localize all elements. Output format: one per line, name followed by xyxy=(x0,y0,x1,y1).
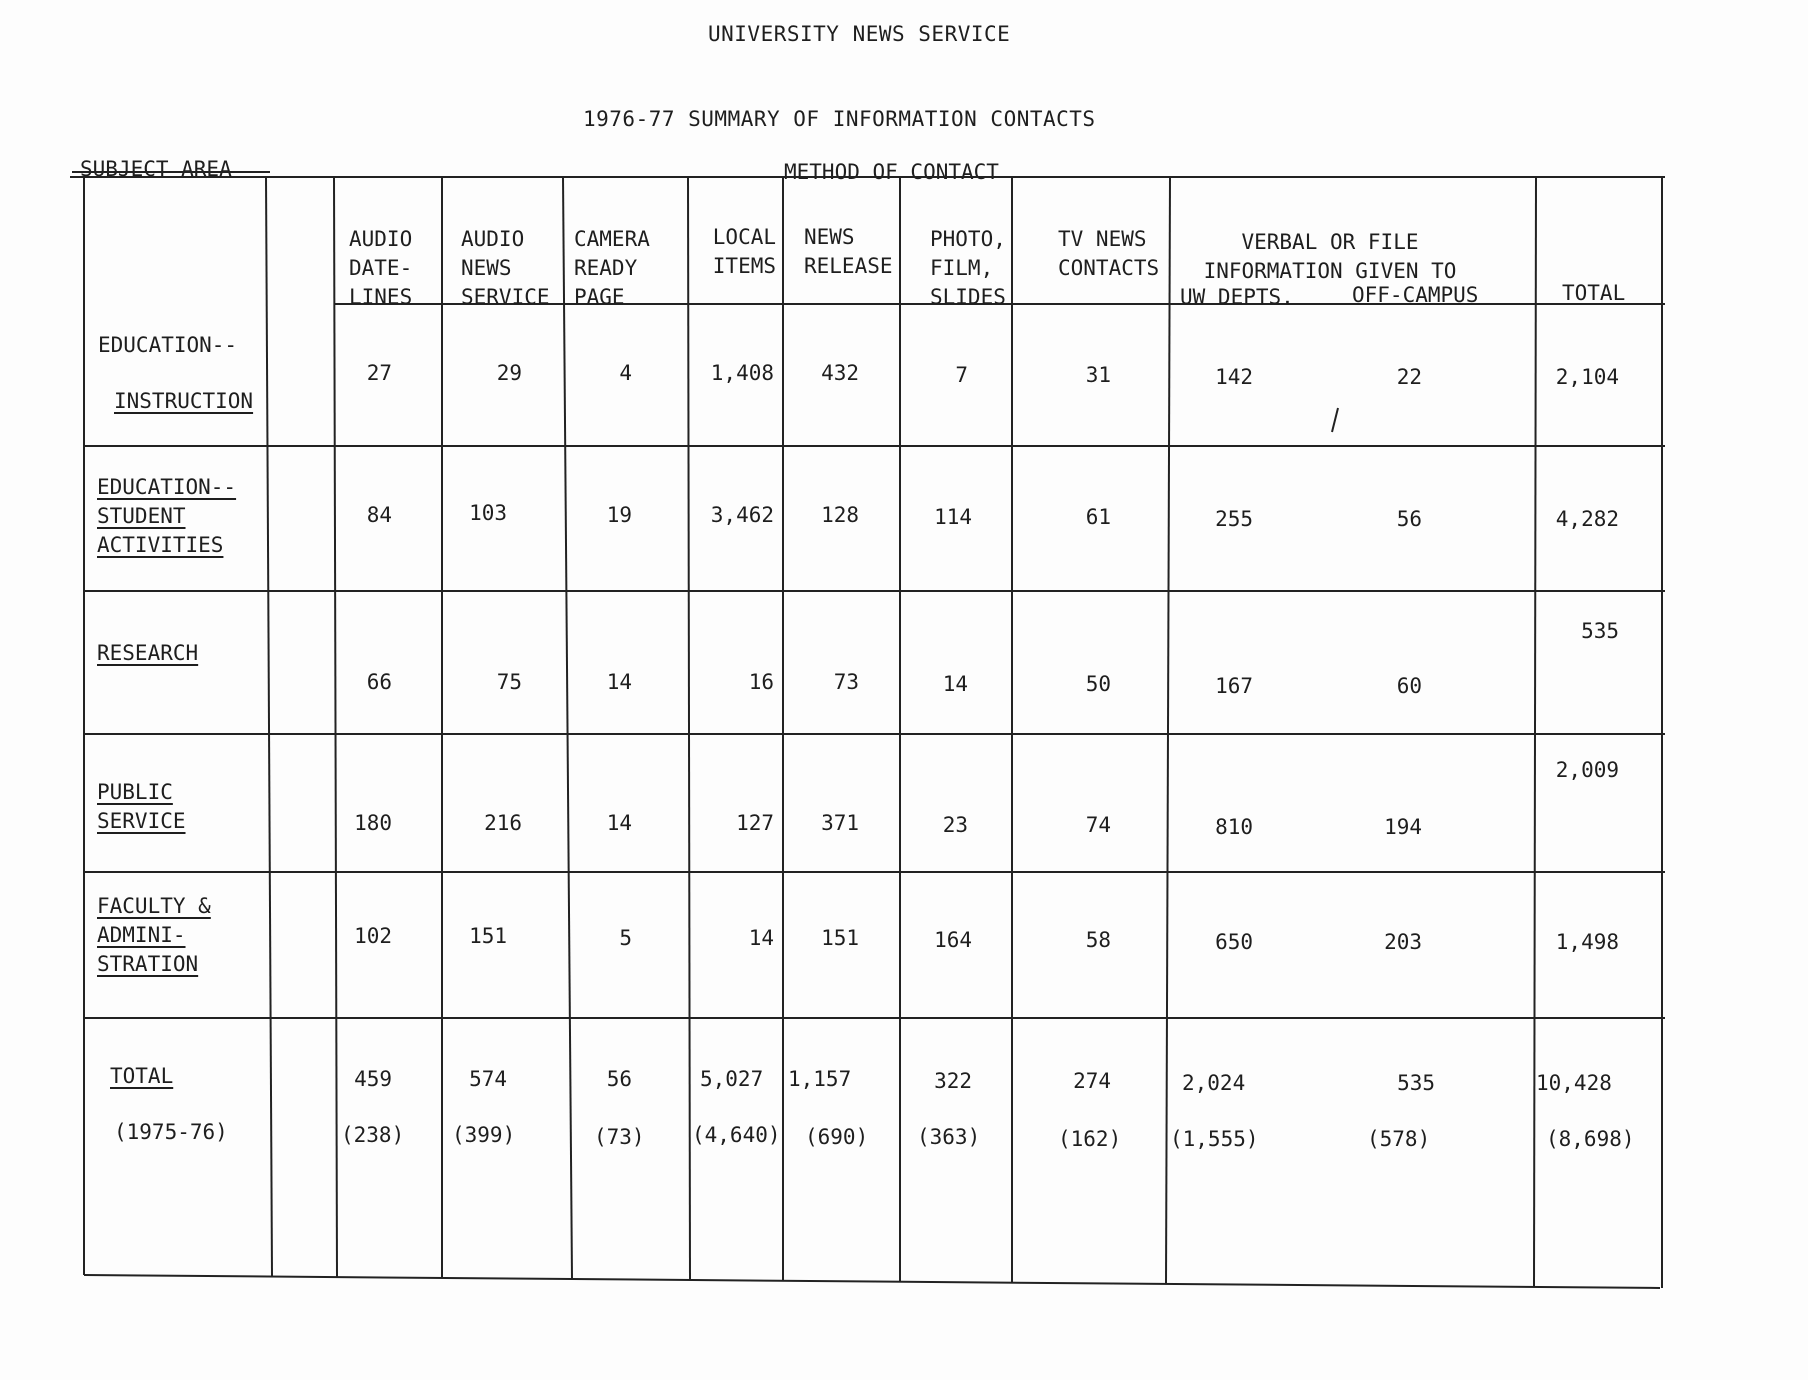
cell: 103 xyxy=(469,501,507,525)
prior-year-cell: (399) xyxy=(452,1123,516,1147)
cell: 164 xyxy=(934,928,972,952)
header-local-items: LOCAL ITEMS xyxy=(712,225,776,278)
cell: 22 xyxy=(1396,365,1422,389)
document-title: 1976-77 SUMMARY OF INFORMATION CONTACTS xyxy=(583,107,1096,131)
cell: 14 xyxy=(748,926,774,950)
total-cell: 56 xyxy=(606,1067,632,1091)
total-cell: 2,024 xyxy=(1182,1071,1246,1095)
total-cell: 274 xyxy=(1073,1069,1111,1093)
cell: 432 xyxy=(821,361,859,385)
cell: 255 xyxy=(1215,507,1253,531)
cell: 2,104 xyxy=(1555,365,1619,389)
cell: 1,408 xyxy=(710,361,774,385)
total-cell: 574 xyxy=(469,1067,507,1091)
method-of-contact-label: METHOD OF CONTACT xyxy=(784,160,999,184)
header-tv-news-contacts: TV NEWS CONTACTS xyxy=(1058,227,1160,280)
cell: 16 xyxy=(748,670,774,694)
prior-year-cell: (690) xyxy=(805,1125,869,1149)
subject-area-label: SUBJECT AREA xyxy=(80,157,232,181)
cell: 29 xyxy=(496,361,522,385)
cell: 127 xyxy=(736,811,774,835)
cell: 4,282 xyxy=(1555,507,1619,531)
cell: 75 xyxy=(496,670,522,694)
cell: 102 xyxy=(354,924,392,948)
header-verbal-file: VERBAL OR FILE INFORMATION GIVEN TO xyxy=(1203,230,1457,283)
cell: 61 xyxy=(1085,505,1111,529)
prior-year-cell: (73) xyxy=(594,1125,645,1149)
prior-year-cell: (8,698) xyxy=(1546,1127,1635,1151)
cell: 58 xyxy=(1085,928,1111,952)
cell: 128 xyxy=(821,503,859,527)
cell: 23 xyxy=(942,813,968,837)
cell: 19 xyxy=(606,503,632,527)
cell: 650 xyxy=(1215,930,1253,954)
cell: 66 xyxy=(366,670,392,694)
cell: 371 xyxy=(821,811,859,835)
header-off-campus: OFF-CAMPUS xyxy=(1352,283,1479,307)
prior-year-cell: (1,555) xyxy=(1170,1127,1259,1151)
cell: 142 xyxy=(1215,365,1253,389)
total-cell: 535 xyxy=(1397,1071,1435,1095)
cell: 151 xyxy=(469,924,507,948)
total-cell: 10,428 xyxy=(1536,1071,1612,1095)
cell: 4 xyxy=(619,361,632,385)
header-audio-news-service: AUDIO NEWS SERVICE xyxy=(461,227,550,309)
total-cell: 459 xyxy=(354,1067,392,1091)
cell: 31 xyxy=(1085,363,1111,387)
total-cell: 322 xyxy=(934,1069,972,1093)
cell: 56 xyxy=(1396,507,1422,531)
cell: 180 xyxy=(354,811,392,835)
prior-year-cell: (578) xyxy=(1367,1127,1431,1151)
cell: 73 xyxy=(833,670,859,694)
cell: 14 xyxy=(606,670,632,694)
cell: 14 xyxy=(606,811,632,835)
prior-year-cell: (162) xyxy=(1058,1127,1122,1151)
header-audio-datelines: AUDIO DATE- LINES xyxy=(349,227,413,309)
header-photo-film-slides: PHOTO, FILM, SLIDES xyxy=(930,227,1006,309)
cell: 151 xyxy=(821,926,859,950)
cell: 2,009 xyxy=(1555,758,1619,782)
prior-year-cell: (238) xyxy=(341,1123,405,1147)
prior-year-cell: (363) xyxy=(917,1125,981,1149)
cell: 810 xyxy=(1215,815,1253,839)
cell: 167 xyxy=(1215,674,1253,698)
header-total: TOTAL xyxy=(1562,281,1626,305)
cell: 194 xyxy=(1384,815,1422,839)
row-label-education-student-activities: EDUCATION-- STUDENT ACTIVITIES xyxy=(97,475,237,557)
cell: 14 xyxy=(942,672,968,696)
cell: 74 xyxy=(1085,813,1111,837)
header-uw-depts: UW DEPTS. xyxy=(1180,285,1294,309)
row-label-research: RESEARCH xyxy=(97,641,199,665)
total-cell: 5,027 xyxy=(700,1067,764,1091)
header-news-release: NEWS RELEASE xyxy=(804,225,893,278)
cell: 203 xyxy=(1384,930,1422,954)
cell: 84 xyxy=(366,503,392,527)
row-label-prior-year: (1975-76) xyxy=(114,1120,228,1144)
total-cell: 1,157 xyxy=(788,1067,852,1091)
cell: 60 xyxy=(1396,674,1422,698)
cell: 216 xyxy=(484,811,522,835)
cell: 27 xyxy=(366,361,392,385)
cell: 114 xyxy=(934,505,972,529)
row-label-public-service: PUBLIC SERVICE xyxy=(97,780,186,833)
cell: 3,462 xyxy=(710,503,774,527)
cell: 535 xyxy=(1581,619,1619,643)
document-header: UNIVERSITY NEWS SERVICE xyxy=(708,22,1011,46)
row-label-faculty-administration: FACULTY & ADMINI- STRATION xyxy=(97,894,211,976)
row-label-total: TOTAL xyxy=(110,1064,174,1088)
cell: 5 xyxy=(619,926,632,950)
cell: 1,498 xyxy=(1555,930,1619,954)
row-label-education-instruction: EDUCATION-- INSTRUCTION xyxy=(98,333,254,413)
cell: 7 xyxy=(955,363,968,387)
header-camera-ready-page: CAMERA READY PAGE xyxy=(574,227,650,309)
prior-year-cell: (4,640) xyxy=(692,1123,781,1147)
cell: 50 xyxy=(1085,672,1111,696)
